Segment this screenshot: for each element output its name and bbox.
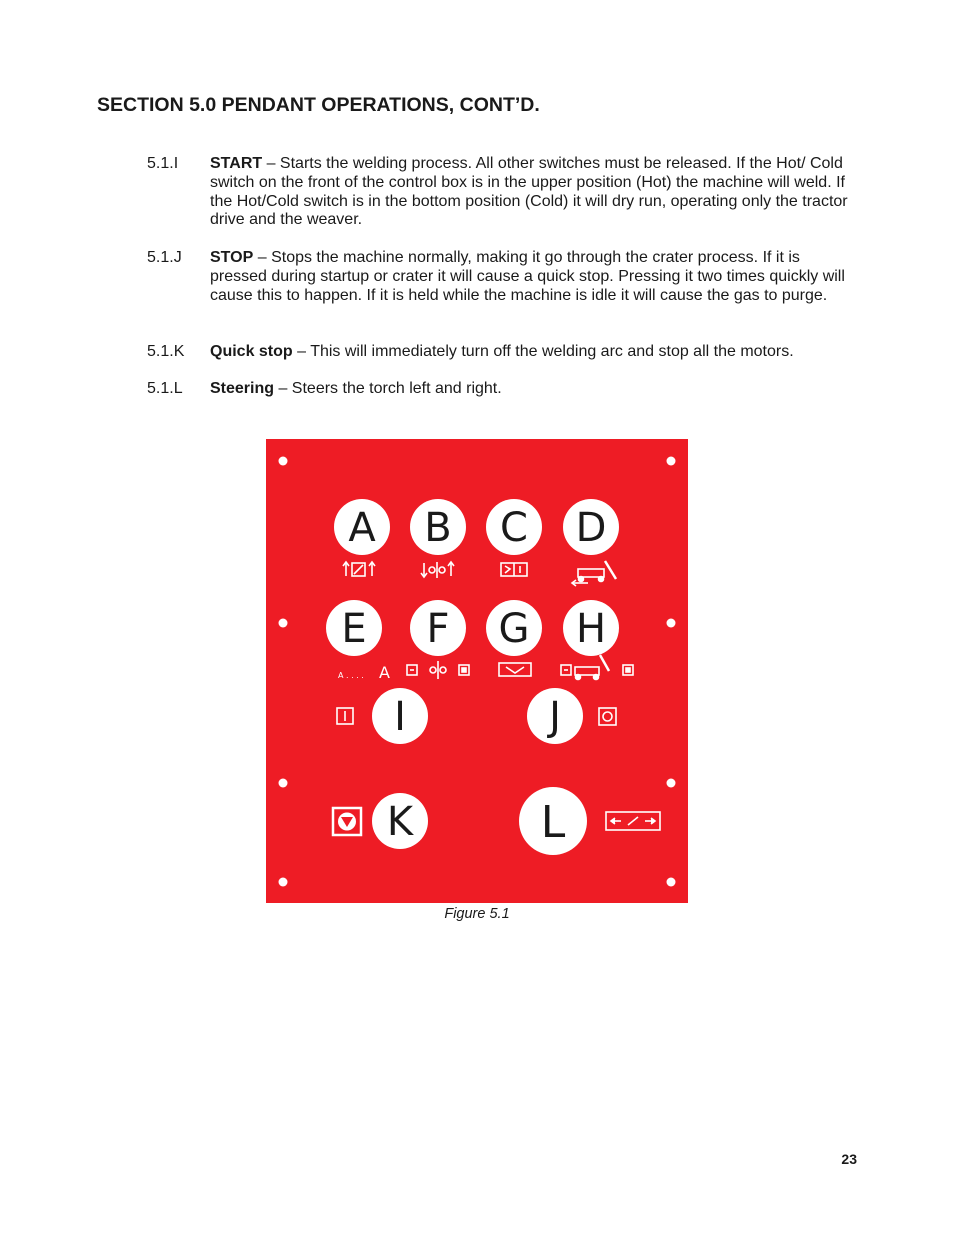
item-text: – Stops the machine normally, making it go through the crater process. If it is pressed during startup or crater it will cause a quick stop. Pressing it two times quickly will cause this to happen. If it is held while the machine is idle it will cause the gas to purge. [210, 249, 845, 304]
item-term: START [210, 155, 263, 172]
item-text: – This will immediately turn off the welding arc and stop all the motors. [292, 343, 794, 360]
button-letter: C [500, 505, 528, 551]
item-quick-stop [147, 343, 867, 362]
button-letter: H [575, 606, 607, 652]
button-letter: G [498, 606, 530, 652]
item-term: Steering [210, 380, 275, 397]
speed-label-large: A [379, 663, 390, 682]
item-term: STOP [210, 249, 254, 266]
item-number: 5.1.J [147, 249, 182, 266]
wire-up-icon [343, 562, 375, 576]
tractor-speed-icon [561, 655, 633, 680]
start-icon [337, 708, 353, 724]
button-letter: E [341, 606, 367, 652]
item-body [210, 380, 857, 399]
item-number: 5.1.L [147, 380, 183, 397]
speed-label-small: A . . . . [338, 671, 364, 680]
weave-center-icon [499, 663, 531, 676]
button-letter: L [540, 797, 566, 848]
tractor-travel-icon [572, 561, 616, 586]
wire-inch-icon [421, 562, 454, 578]
pendant-panel-figure [266, 439, 688, 903]
button-letter: B [424, 505, 452, 551]
item-steering [147, 380, 867, 399]
item-start [147, 155, 867, 230]
item-body [210, 343, 857, 362]
button-letter: I [394, 694, 406, 740]
item-text: – Starts the welding process. All other switches must be released. If the Hot/ Cold switch on the front of the control box is in the upper position (Hot) the machine will weld. If the Hot/Cold switch is in the bottom position (Cold) it will dry run, operating only the tractor drive and the weaver. [210, 155, 848, 229]
steering-icon [606, 812, 660, 830]
figure-caption: Figure 5.1 [444, 906, 510, 922]
weave-speed-label [338, 663, 390, 682]
voltage-select-icon [501, 563, 527, 576]
stop-icon [599, 708, 616, 725]
button-letter: A [348, 505, 376, 551]
quick-stop-icon [333, 808, 361, 835]
button-letter: J [549, 694, 561, 740]
section-title: SECTION 5.0 PENDANT OPERATIONS, CONT’D. [97, 94, 540, 116]
item-body [210, 155, 857, 230]
item-number: 5.1.K [147, 343, 185, 360]
item-body [210, 249, 857, 305]
item-stop [147, 249, 867, 305]
weave-width-icon [407, 661, 469, 679]
button-letter: F [426, 606, 450, 652]
page-number: 23 [841, 1151, 857, 1167]
item-number: 5.1.I [147, 155, 179, 172]
item-term: Quick stop [210, 343, 293, 360]
button-letter: D [575, 505, 607, 551]
item-text: – Steers the torch left and right. [274, 380, 502, 397]
button-letter: K [386, 799, 414, 845]
